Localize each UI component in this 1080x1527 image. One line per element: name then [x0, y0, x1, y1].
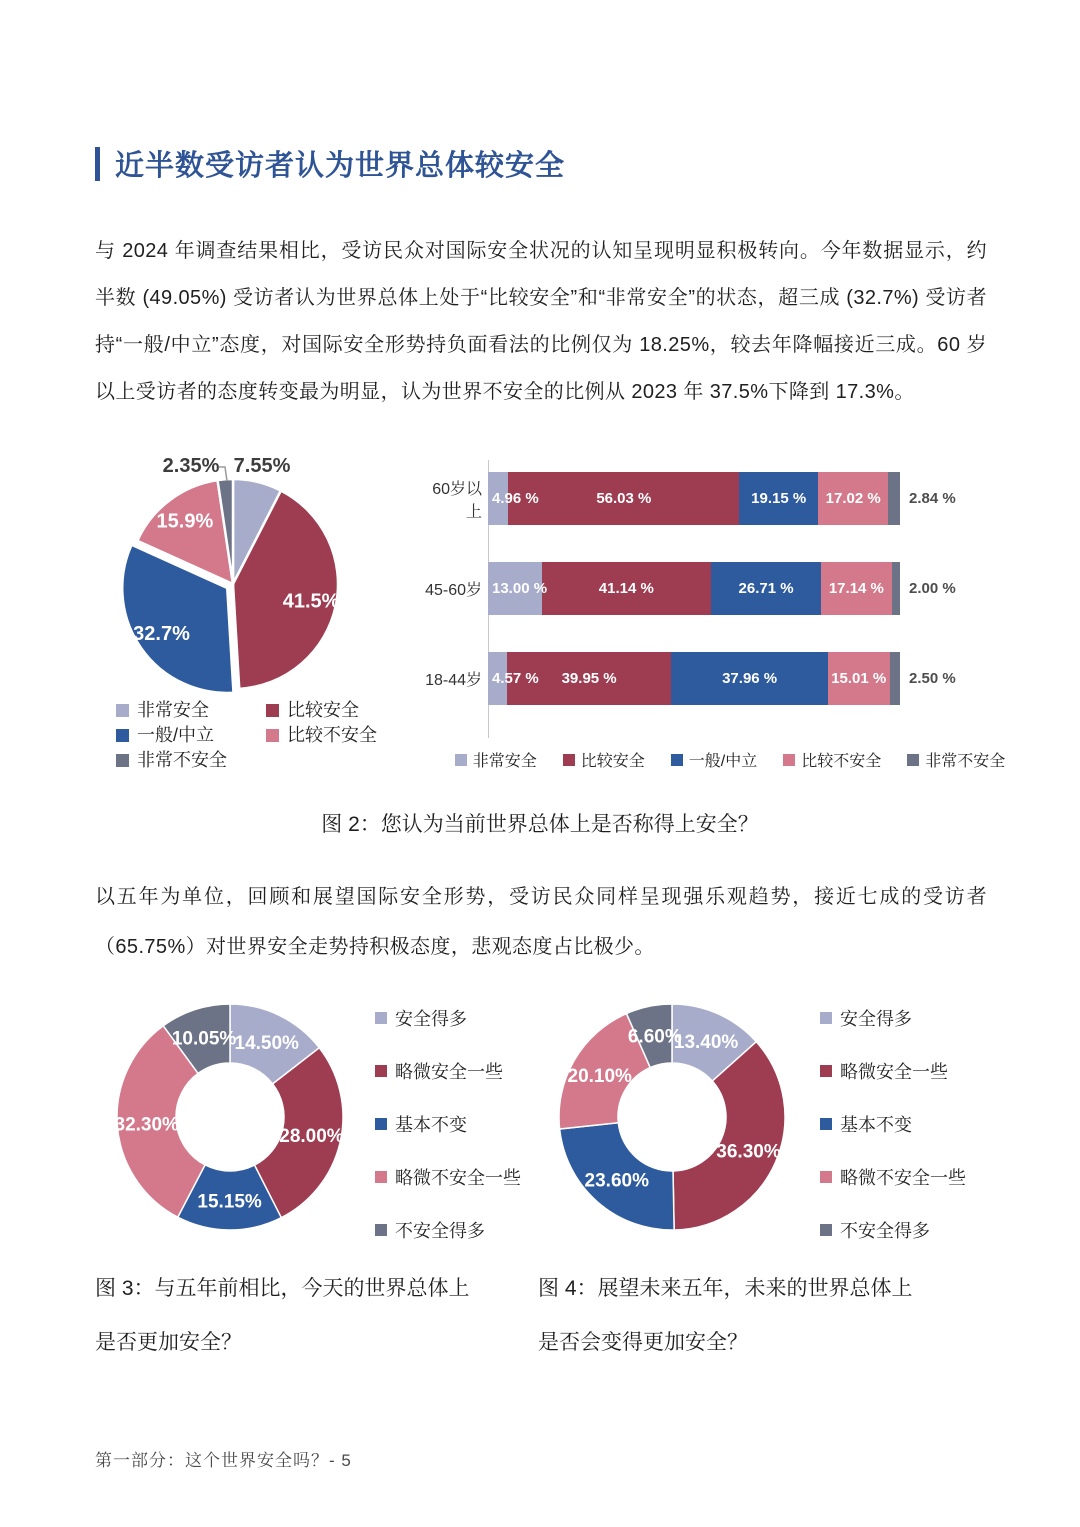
legend-label: 略微安全一些 [840, 1062, 948, 1082]
figure3-legend [375, 1005, 521, 1270]
bar-segment [488, 472, 539, 525]
stacked-bar [488, 472, 900, 525]
legend-swatch [375, 1224, 387, 1236]
legend-item [375, 1058, 521, 1084]
bar-outside-value: 2.84 % [909, 490, 956, 507]
svg-text:20.10%: 20.10% [567, 1066, 632, 1088]
heading-accent-bar [95, 147, 100, 181]
legend-label: 比较不安全 [287, 725, 377, 745]
figure4-donut-chart [538, 995, 818, 1245]
bar-segment [888, 472, 900, 525]
legend-swatch [375, 1065, 387, 1077]
paragraph-2: 以五年为单位，回顾和展望国际安全形势，受访民众同样呈现强乐观趋势，接近七成的受访者（65.75%）对世界安全走势持积极态度，悲观态度占比极少。 [95, 886, 987, 958]
bar-segment-value: 17.02 % [825, 490, 881, 507]
bar-segment [542, 562, 711, 615]
bar-segment [488, 562, 548, 615]
legend-swatch [820, 1224, 832, 1236]
legend-label: 非常不安全 [137, 750, 227, 770]
section-heading [95, 143, 565, 184]
legend-swatch [375, 1118, 387, 1130]
legend-label: 非常不安全 [925, 753, 1006, 770]
legend-label: 略微不安全一些 [395, 1168, 521, 1188]
paragraph-1: 与 2024 年调查结果相比，受访民众对国际安全状况的认知呈现明显积极转向。今年数据显示，约半数 (49.05%) 受访者认为世界总体上处于“比较安全”和“非常安全”的状态，超三成 (32.7%) 受访者持“一般/中立”态度，对国际安全形势持负面看法的比例仅为 18.25%，较去年降幅接近三成。60 岁以上受访者的态度转变最为明显，认为世界不安全的比例从 2023 年 37.5%下降到 17.3%。 [95, 240, 987, 403]
legend-swatch [563, 754, 575, 766]
svg-text:28.00%: 28.00% [279, 1126, 344, 1148]
legend-swatch [783, 754, 795, 766]
legend-swatch [671, 754, 683, 766]
legend-item [375, 1111, 521, 1137]
bar-segment [739, 472, 818, 525]
bar-row [420, 652, 956, 705]
svg-text:23.60%: 23.60% [584, 1170, 650, 1192]
legend-swatch [266, 704, 279, 717]
bar-segment-value: 39.95 % [561, 670, 617, 687]
figure2-bar-legend [420, 748, 1040, 771]
legend-label: 一般/中立 [688, 753, 758, 770]
legend-item [907, 748, 1005, 771]
bar-segment-value: 15.01 % [831, 670, 887, 687]
legend-swatch [116, 704, 129, 717]
svg-text:14.50%: 14.50% [234, 1033, 299, 1055]
legend-label: 略微不安全一些 [840, 1168, 966, 1188]
legend-swatch [116, 729, 129, 742]
bar-segment [890, 652, 900, 705]
bar-segment [818, 472, 888, 525]
bar-category-label: 18-44岁 [425, 672, 482, 689]
legend-label: 基本不变 [395, 1115, 467, 1135]
svg-text:2.35%: 2.35% [162, 455, 220, 477]
legend-item [375, 1005, 521, 1031]
svg-text:13.40%: 13.40% [673, 1031, 739, 1053]
legend-swatch [116, 754, 129, 767]
legend-item [820, 1164, 966, 1190]
figure3-caption-line2: 是否更加安全？ [95, 1331, 242, 1354]
bar-segment [821, 562, 892, 615]
figure4-legend [820, 1005, 966, 1270]
legend-swatch [820, 1118, 832, 1130]
legend-label: 比较安全 [287, 700, 359, 720]
legend-item [783, 748, 881, 771]
bar-segment [671, 652, 827, 705]
legend-item [820, 1058, 966, 1084]
legend-label: 略微安全一些 [395, 1062, 503, 1082]
legend-label: 不安全得多 [395, 1221, 485, 1241]
legend-label: 安全得多 [395, 1009, 467, 1029]
legend-item [455, 748, 537, 771]
bar-row [420, 562, 956, 615]
bar-segment-value: 26.71 % [738, 580, 794, 597]
bar-segment [488, 652, 539, 705]
stacked-bar [488, 562, 900, 615]
bar-segment-value: 4.57 % [492, 670, 539, 687]
stacked-bar [488, 652, 900, 705]
svg-text:32.30%: 32.30% [114, 1114, 179, 1136]
legend-label: 基本不变 [840, 1115, 912, 1135]
svg-text:6.60%: 6.60% [627, 1026, 682, 1048]
bar-category-label: 45-60岁 [425, 582, 482, 599]
legend-label: 一般/中立 [137, 725, 215, 745]
legend-label: 非常安全 [137, 700, 209, 720]
bar-outside-value: 2.00 % [909, 580, 956, 597]
legend-label: 比较安全 [580, 753, 645, 770]
legend-swatch [820, 1171, 832, 1183]
bar-segment-value: 17.14 % [828, 580, 884, 597]
figure2-caption: 图 2：您认为当前世界总体上是否称得上安全？ [321, 813, 759, 836]
bar-segment-value: 13.00 % [492, 580, 548, 597]
legend-swatch [820, 1065, 832, 1077]
figure3-caption [95, 1262, 555, 1370]
legend-swatch [820, 1012, 832, 1024]
legend-swatch [375, 1012, 387, 1024]
legend-label: 安全得多 [840, 1009, 912, 1029]
bar-row [420, 472, 956, 525]
svg-text:41.5%: 41.5% [282, 590, 340, 613]
bar-segment-value: 19.15 % [751, 490, 807, 507]
bar-segment [892, 562, 900, 615]
bar-segment [508, 472, 739, 525]
bar-segment-value: 56.03 % [596, 490, 652, 507]
figure3-donut-chart [95, 995, 375, 1245]
legend-item [563, 748, 645, 771]
svg-text:32.7%: 32.7% [133, 623, 190, 646]
legend-item [820, 1005, 966, 1031]
figure2-bar-chart [420, 460, 1060, 780]
figure4-caption [538, 1262, 998, 1370]
legend-item [375, 1217, 521, 1243]
svg-text:10.05%: 10.05% [171, 1028, 237, 1050]
legend-item [116, 698, 266, 723]
legend-label: 不安全得多 [840, 1221, 930, 1241]
legend-swatch [907, 754, 919, 766]
svg-text:7.55%: 7.55% [233, 455, 291, 477]
legend-item [671, 748, 757, 771]
section-title: 近半数受访者认为世界总体较安全 [115, 150, 566, 182]
legend-item [820, 1111, 966, 1137]
bar-segment-value: 37.96 % [722, 670, 778, 687]
bar-segment-value: 41.14 % [598, 580, 654, 597]
bar-segment-value: 4.96 % [492, 490, 539, 507]
figure3-caption-line1: 图 3：与五年前相比，今天的世界总体上 [95, 1277, 470, 1300]
figure4-caption-line2: 是否会变得更加安全？ [538, 1331, 748, 1354]
bar-outside-value: 2.50 % [909, 670, 956, 687]
figure4-caption-line1: 图 4：展望未来五年，未来的世界总体上 [538, 1277, 913, 1300]
page-footer: 第一部分：这个世界安全吗？- 5 [95, 1451, 352, 1470]
legend-item [375, 1164, 521, 1190]
bar-segment [828, 652, 890, 705]
legend-label: 比较不安全 [801, 753, 882, 770]
figure2-pie-legend [116, 698, 377, 773]
legend-swatch [375, 1171, 387, 1183]
legend-item [266, 723, 377, 748]
legend-label: 非常安全 [472, 753, 537, 770]
bar-segment [711, 562, 821, 615]
legend-swatch [455, 754, 467, 766]
svg-text:36.30%: 36.30% [716, 1141, 781, 1163]
legend-item [116, 748, 266, 773]
bar-category-label: 60岁以上 [432, 480, 482, 521]
legend-item [820, 1217, 966, 1243]
legend-item [116, 723, 266, 748]
svg-text:15.9%: 15.9% [156, 510, 214, 533]
legend-swatch [266, 729, 279, 742]
svg-text:15.15%: 15.15% [197, 1191, 262, 1213]
legend-item [266, 698, 377, 723]
